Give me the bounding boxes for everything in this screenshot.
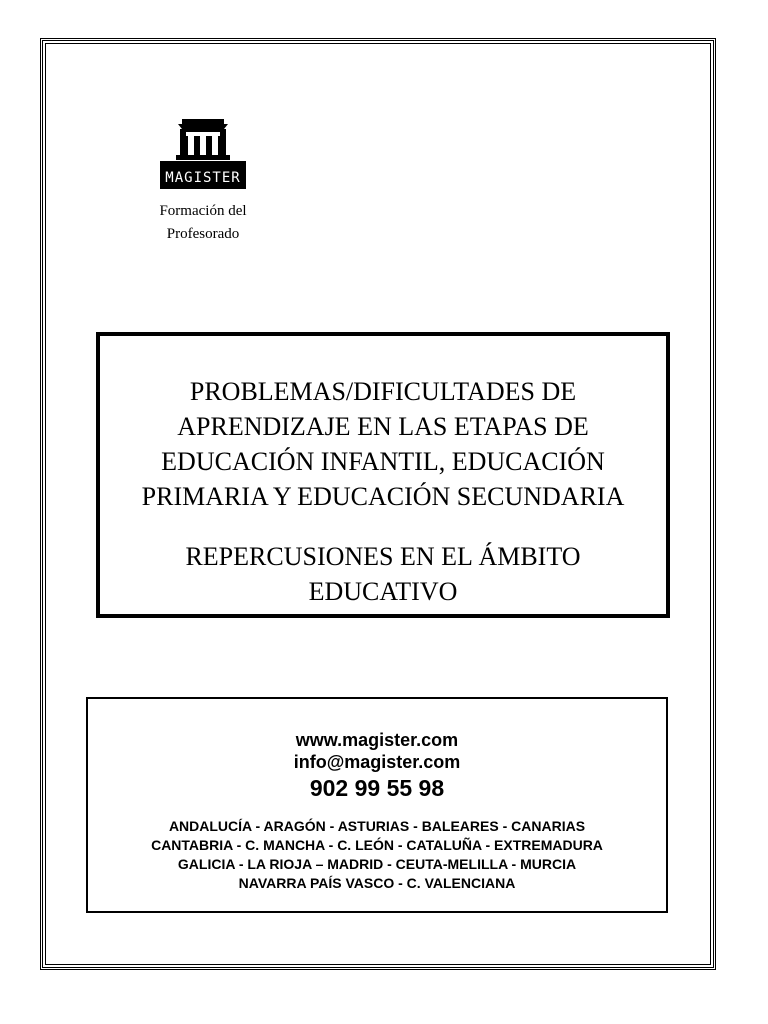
course-title-box [96, 332, 670, 618]
regions-list [88, 817, 666, 893]
website-link[interactable]: www.magister.com [295, 730, 459, 750]
caption-line-1: Formación del [159, 203, 247, 219]
contact-box [86, 697, 668, 913]
logo-caption [128, 200, 278, 246]
regions-line-1: ANDALUCÍA - ARAGÓN - ASTURIAS - BALEARES - CANARIAS [168, 818, 586, 834]
email-link[interactable]: info@magister.com [293, 752, 461, 772]
regions-line-3: GALICIA - LA RIOJA – MADRID - CEUTA-MELILLA - MURCIA [177, 856, 577, 872]
building-pillars-icon [160, 115, 246, 191]
subtitle-line-1: REPERCUSIONES EN EL ÁMBITO [185, 542, 581, 571]
regions-line-2: CANTABRIA - C. MANCHA - C. LEÓN - CATALUÑA - EXTREMADURA [151, 837, 603, 853]
subtitle-line-2: EDUCATIVO [308, 577, 458, 606]
title-line-4: PRIMARIA Y EDUCACIÓN SECUNDARIA [141, 482, 625, 511]
regions-line-4: NAVARRA PAÍS VASCO - C. VALENCIANA [238, 875, 516, 891]
caption-line-2: Profesorado [166, 226, 240, 242]
title-line-1: PROBLEMAS/DIFICULTADES DE [189, 377, 577, 406]
title-line-2: APRENDIZAJE EN LAS ETAPAS DE [177, 412, 589, 441]
phone-number: 902 99 55 98 [309, 775, 445, 801]
logo-wordmark: MAGISTER [165, 170, 241, 186]
magister-logo [160, 115, 246, 191]
title-line-3: EDUCACIÓN INFANTIL, EDUCACIÓN [161, 447, 605, 476]
